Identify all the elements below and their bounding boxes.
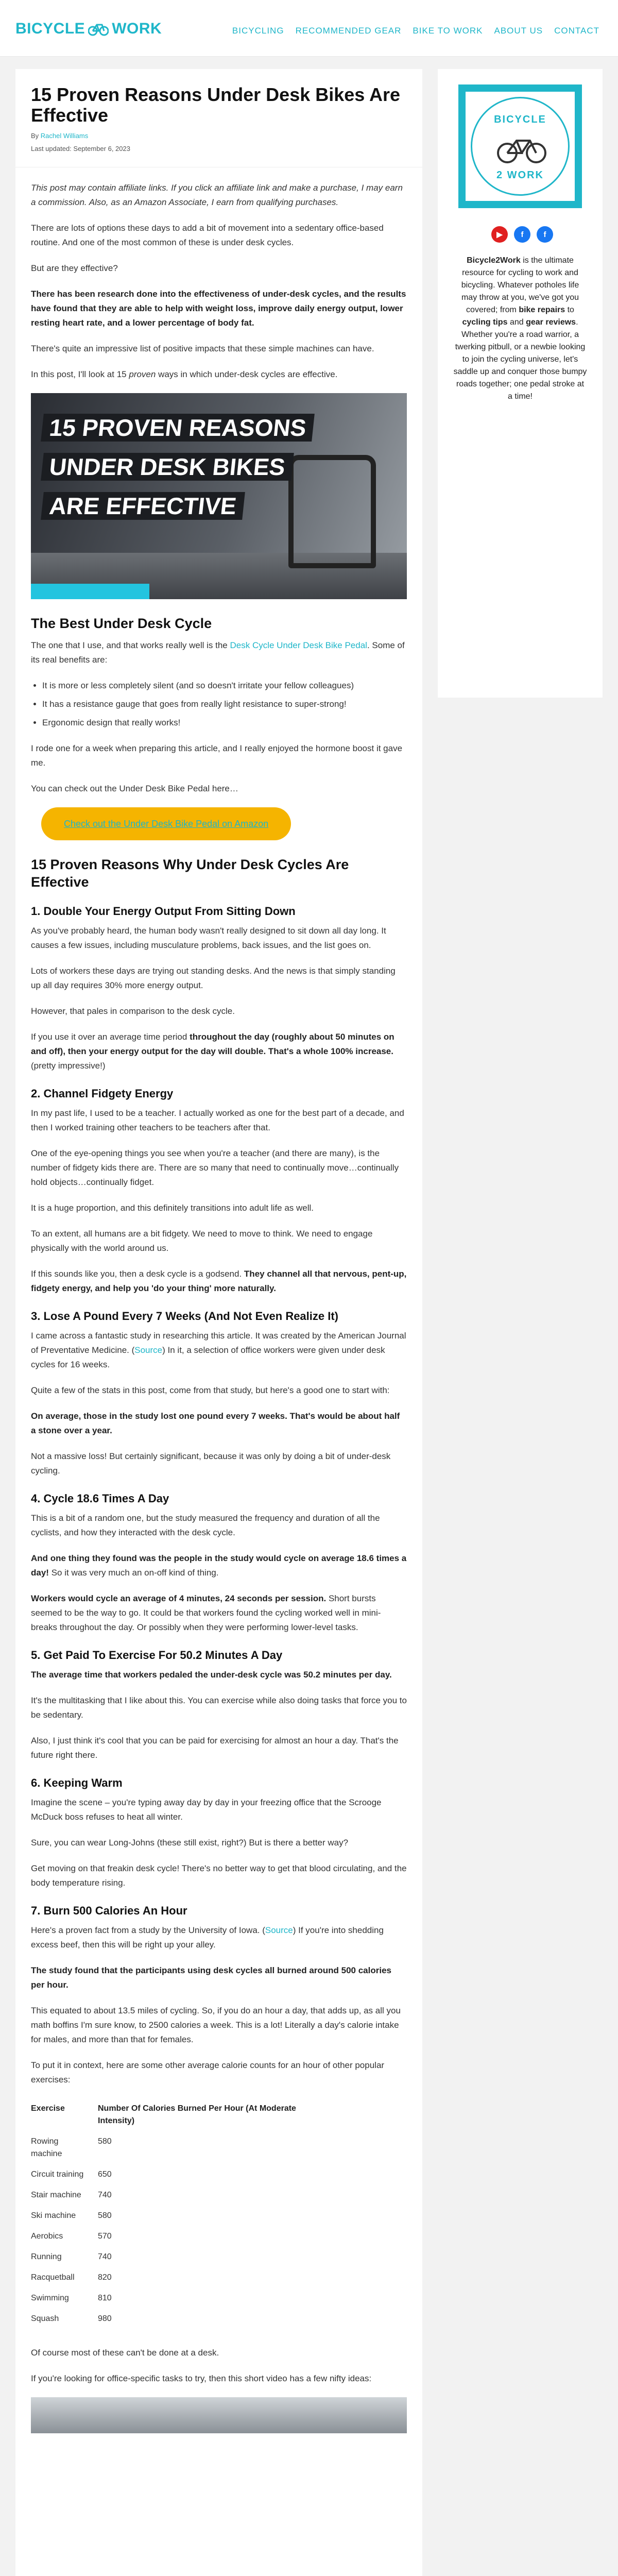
- heading-reasons: 15 Proven Reasons Why Under Desk Cycles Are Effective: [31, 857, 349, 890]
- source-link[interactable]: Source: [265, 1925, 293, 1935]
- intro-paragraph-5: [31, 367, 407, 382]
- reason-7-p3: This equated to about 13.5 miles of cycling. So, if you do an hour a day, that adds up, as all you math boffins I'm sure know, to 2500 calories a week. This is a lot! Literally a day's calorie intake for males, and more than that for females.: [31, 2006, 401, 2044]
- reason-2-p5: [31, 1267, 407, 1296]
- reason-7-p4: To put it in context, here are some other average calorie counts for an hour of other popular exercises:: [31, 2060, 385, 2084]
- hero-line-2: UNDER DESK BIKES: [41, 453, 294, 481]
- intro-5-text-a: In this post, I'll look at 15: [31, 369, 127, 379]
- intro-paragraph-3: There has been research done into the effectiveness of under-desk cycles, and the results have found that they are able to help with weight loss, improve daily energy output, lower resting heart rate, and a lower percentage of body fat.: [31, 289, 406, 328]
- office-chair-graphic: [288, 455, 376, 568]
- table-cell: 580: [98, 2137, 112, 2146]
- table-cell: 570: [98, 2232, 112, 2241]
- reason-3-p3: On average, those in the study lost one pound every 7 weeks. That's would be about half a stone over a year.: [31, 1411, 400, 1435]
- nav-bike-to-work[interactable]: BIKE TO WORK: [413, 26, 483, 36]
- reason-2-p4: To an extent, all humans are a bit fidgety. We need to move to think. We need to engage physically with the world around us.: [31, 1229, 373, 1253]
- table-cell: 810: [98, 2294, 112, 2302]
- reason-7-p5: Of course most of these can't be done at a desk.: [31, 2348, 219, 2358]
- bike-icon: [496, 134, 547, 163]
- table-cell: Rowing machine: [31, 2137, 62, 2158]
- heading-reason-4: 4. Cycle 18.6 Times A Day: [31, 1492, 169, 1505]
- table-cell: Ski machine: [31, 2211, 76, 2220]
- reason-2-p1: In my past life, I used to be a teacher. I actually worked as one for the best part of a decade, and then I worked training other teachers to be teachers after that.: [31, 1108, 404, 1132]
- reason-6-p2: Sure, you can wear Long-Johns (these still exist, right?) But is there a better way?: [31, 1838, 349, 1848]
- table-cell: 740: [98, 2252, 112, 2261]
- article-title: 15 Proven Reasons Under Desk Bikes Are Effective: [31, 84, 400, 126]
- reason-7-p2: The study found that the participants using desk cycles all burned around 500 calories per hour.: [31, 1965, 391, 1990]
- hero-line-3: ARE EFFECTIVE: [41, 492, 245, 520]
- column-header-exercise: Exercise: [31, 2104, 65, 2113]
- amazon-cta-button[interactable]: Check out the Under Desk Bike Pedal on Amazon: [41, 807, 291, 840]
- reason-6-p1: Imagine the scene – you're typing away day by day in your freezing office that the Scrooge McDuck boss refuses to heat all winter.: [31, 1798, 382, 1822]
- table-cell: Stair machine: [31, 2191, 81, 2199]
- table-cell: 820: [98, 2273, 112, 2282]
- reason-4-p2-b: So it was very much an on-off kind of thing.: [51, 1568, 219, 1578]
- table-row: [31, 2164, 314, 2185]
- reason-5-p2: It's the multitasking that I like about this. You can exercise while also doing tasks that force you to be sedentary.: [31, 1696, 407, 1720]
- reason-3-p4: Not a massive loss! But certainly significant, because it was only by doing a bit of under-desk cycling.: [31, 1451, 391, 1476]
- logo-text-work: WORK: [112, 20, 162, 37]
- best-cycle-paragraph: [31, 638, 407, 667]
- column-header-calories: Number Of Calories Burned Per Hour (At Moderate Intensity): [98, 2104, 296, 2125]
- reason-2-p3: It is a huge proportion, and this definitely transitions into adult life as well.: [31, 1203, 314, 1213]
- site-logo[interactable]: [15, 20, 162, 38]
- rode-paragraph: I rode one for a week when preparing this article, and I really enjoyed the hormone boost it gave me.: [31, 743, 403, 768]
- table-row: [31, 2131, 314, 2164]
- sidebar-text-6: and: [507, 318, 526, 327]
- reason-4-p3-bold: Workers would cycle an average of 4 minutes, 24 seconds per session.: [31, 1594, 327, 1603]
- facebook-icon[interactable]: f: [514, 226, 530, 243]
- cta-wrapper: [41, 807, 407, 840]
- table-cell: Running: [31, 2252, 62, 2261]
- heading-reason-5: 5. Get Paid To Exercise For 50.2 Minutes A Day: [31, 1649, 283, 1662]
- table-row: [31, 2267, 314, 2288]
- intro-5-emphasis: proven: [129, 369, 156, 379]
- sidebar-cycling-tips: cycling tips: [462, 318, 508, 327]
- table-row: [31, 2309, 314, 2329]
- sidebar-text-4: to: [565, 306, 574, 314]
- article-header: [15, 69, 422, 167]
- sidebar-text-2: is the ultimate resource for cycling to work and bicycling. Whatever potholes life may throw at you, we've got you covered; from: [461, 256, 579, 314]
- social-icons: [491, 226, 553, 243]
- reason-5-p3: Also, I just think it's cool that you can be paid for exercising for almost an hour a day. That's the future right there.: [31, 1736, 399, 1760]
- benefit-item: • Ergonomic design that really works!: [42, 716, 407, 730]
- reason-7-p1: [31, 1923, 407, 1952]
- reason-1-p1: As you've probably heard, the human body wasn't really designed to sit down all day long. It causes a few issues, including musculature problems, back issues, and the list goes on.: [31, 926, 386, 950]
- table-cell: Squash: [31, 2314, 59, 2323]
- reason-1-p4-bold: throughout the day (roughly about 50 minutes on and off), then your energy output for the day will double. That's a whole 100% increase.: [31, 1032, 394, 1056]
- table-cell: 980: [98, 2314, 112, 2323]
- check-out-paragraph: You can check out the Under Desk Bike Pedal here…: [31, 784, 238, 793]
- reason-3-p2: Quite a few of the stats in this post, come from that study, but here's a good one to start with:: [31, 1385, 390, 1395]
- affiliate-disclaimer: This post may contain affiliate links. If you click an affiliate link and make a purchase, I may earn a commission. Also, as an Amazon Associate, I earn from qualifying purchases.: [31, 183, 403, 207]
- reason-1-p2: Lots of workers these days are trying out standing desks. And the news is that simply standing up all day requires 30% more energy output.: [31, 966, 396, 990]
- youtube-icon[interactable]: ▶: [491, 226, 508, 243]
- reason-2-p2: One of the eye-opening things you see when you're a teacher (and there are many), is the number of fidgety kids there are. There are so many that need to continually move…continually hold objects…continually fidget.: [31, 1148, 399, 1187]
- site-header: [0, 0, 618, 57]
- reason-4-p3-b: Short bursts seemed to be the way to go. It could be that workers found the cycling worked well in mini-breaks throughout the day. Or possibly when they were performing lower-level tasks.: [31, 1594, 381, 1632]
- table-row: [31, 2206, 314, 2226]
- benefit-item: • It has a resistance gauge that goes from really light resistance to super-strong!: [42, 697, 407, 711]
- sidebar: [438, 69, 603, 698]
- best-text-a: The one that I use, and that works really well is the: [31, 640, 228, 650]
- reason-1-p4: [31, 1030, 407, 1073]
- intro-paragraph-4: There's quite an impressive list of positive impacts that these simple machines can have.: [31, 344, 374, 353]
- sidebar-bike-repairs: bike repairs: [519, 306, 565, 314]
- heading-reason-7: 7. Burn 500 Calories An Hour: [31, 1904, 187, 1917]
- table-cell: Racquetball: [31, 2273, 75, 2282]
- main-nav: [232, 26, 599, 36]
- table-cell: Circuit training: [31, 2170, 84, 2179]
- reason-5-p1: The average time that workers pedaled the under-desk cycle was 50.2 minutes per day.: [31, 1670, 392, 1680]
- heading-reason-3: 3. Lose A Pound Every 7 Weeks (And Not Even Realize It): [31, 1310, 339, 1323]
- main-content: [15, 69, 422, 2576]
- sidebar-about-text: [453, 255, 587, 403]
- reason-3-p1-b: ) In it, a selection of office workers were given under desk cycles for 16 weeks.: [31, 1345, 385, 1369]
- intro-paragraph-1: There are lots of options these days to add a bit of movement into a sedentary office-based routine. And one of the most common of these is under desk cycles.: [31, 223, 384, 247]
- sidebar-gear-reviews: gear reviews: [526, 318, 576, 327]
- table-row: [31, 2226, 314, 2247]
- reason-7-p1-a: Here's a proven fact from a study by the University of Iowa. (: [31, 1925, 265, 1935]
- reason-4-p2-bold: And one thing they found was the people in the study would cycle on average 18.6 times a day!: [31, 1553, 407, 1578]
- table-cell: Aerobics: [31, 2232, 63, 2241]
- table-row: [31, 2247, 314, 2267]
- sidebar-brand: Bicycle2Work: [467, 256, 521, 265]
- heading-reason-6: 6. Keeping Warm: [31, 1776, 123, 1789]
- calorie-table: [31, 2098, 314, 2329]
- table-header-row: [31, 2098, 314, 2131]
- intro-5-text-b: ways in which under-desk cycles are effective.: [158, 369, 338, 379]
- hero-accent-bar: [31, 584, 149, 599]
- reason-7-p1-b: ) If you're into shedding excess beef, then this will be right up your alley.: [31, 1925, 384, 1950]
- table-cell: 740: [98, 2191, 112, 2199]
- heading-reason-2: 2. Channel Fidgety Energy: [31, 1087, 174, 1100]
- hero-image: [31, 393, 407, 599]
- reason-7-p6: If you're looking for office-specific tasks to try, then this short video has a few nifty ideas:: [31, 2374, 372, 2383]
- bike-logo-icon: [88, 22, 109, 36]
- badge-bottom-text: 2 WORK: [496, 170, 544, 181]
- reason-4-p2: [31, 1551, 407, 1580]
- reason-6-p3: Get moving on that freakin desk cycle! There's no better way to get that blood circulating, and the body temperature rising.: [31, 1863, 407, 1888]
- table-cell: Swimming: [31, 2294, 69, 2302]
- heading-reason-1: 1. Double Your Energy Output From Sitting Down: [31, 905, 296, 918]
- reason-2-p5-bold: They channel all that nervous, pent-up, fidgety energy, and help you 'do your thing' more naturally.: [31, 1269, 407, 1293]
- byline-prefix: By: [31, 132, 39, 140]
- bicycle2work-badge: [458, 84, 582, 208]
- reason-1-p4-c: (pretty impressive!): [31, 1061, 106, 1071]
- facebook-group-icon[interactable]: f: [537, 226, 553, 243]
- table-cell: 580: [98, 2211, 112, 2220]
- author-link[interactable]: Rachel Williams: [40, 132, 89, 140]
- reason-3-p1-a: I came across a fantastic study in researching this article. It was created by the American Journal of Preventative Medicine. (: [31, 1331, 406, 1355]
- nav-bicycling[interactable]: BICYCLING: [232, 26, 284, 36]
- best-text-b: . Some of its real benefits are:: [31, 640, 405, 665]
- source-link[interactable]: Source: [134, 1345, 163, 1355]
- nav-about-us[interactable]: ABOUT US: [494, 26, 543, 36]
- byline: [31, 132, 407, 140]
- reason-3-p1: [31, 1329, 407, 1372]
- reason-4-p3: [31, 1591, 407, 1635]
- reason-2-p5-a: If this sounds like you, then a desk cycle is a godsend.: [31, 1269, 242, 1279]
- reason-4-p1: This is a bit of a random one, but the study measured the frequency and duration of all the cyclists, and how they interacted with the desk cycle.: [31, 1513, 380, 1537]
- hero-line-1: 15 PROVEN REASONS: [41, 414, 315, 442]
- benefit-item: • It is more or less completely silent (and so doesn't irritate your fellow colleagues): [42, 679, 407, 693]
- article-body: [15, 167, 422, 2433]
- nav-contact[interactable]: CONTACT: [554, 26, 599, 36]
- nav-recommended-gear[interactable]: RECOMMENDED GEAR: [295, 26, 402, 36]
- badge-circle: [471, 97, 570, 196]
- badge-top-text: BICYCLE: [494, 114, 546, 125]
- table-row: [31, 2185, 314, 2206]
- video-embed[interactable]: [31, 2397, 407, 2433]
- reason-1-p3: However, that pales in comparison to the desk cycle.: [31, 1006, 235, 1016]
- reason-1-p4-a: If you use it over an average time period: [31, 1032, 187, 1042]
- last-updated: Last updated: September 6, 2023: [31, 145, 130, 152]
- sidebar-text-8: . Whether you're a road warrior, a twerking pitbull, or a newbie looking to join the cycling universe, let's saddle up and conquer those bumpy roads together; one pedal stroke at a time!: [453, 318, 587, 401]
- logo-text-bicycle: BICYCLE: [15, 20, 85, 37]
- benefits-list: [42, 679, 407, 730]
- desk-cycle-link[interactable]: Desk Cycle Under Desk Bike Pedal: [230, 640, 367, 650]
- table-row: [31, 2288, 314, 2309]
- intro-paragraph-2: But are they effective?: [31, 263, 118, 273]
- table-cell: 650: [98, 2170, 112, 2179]
- heading-best-cycle: The Best Under Desk Cycle: [31, 616, 212, 631]
